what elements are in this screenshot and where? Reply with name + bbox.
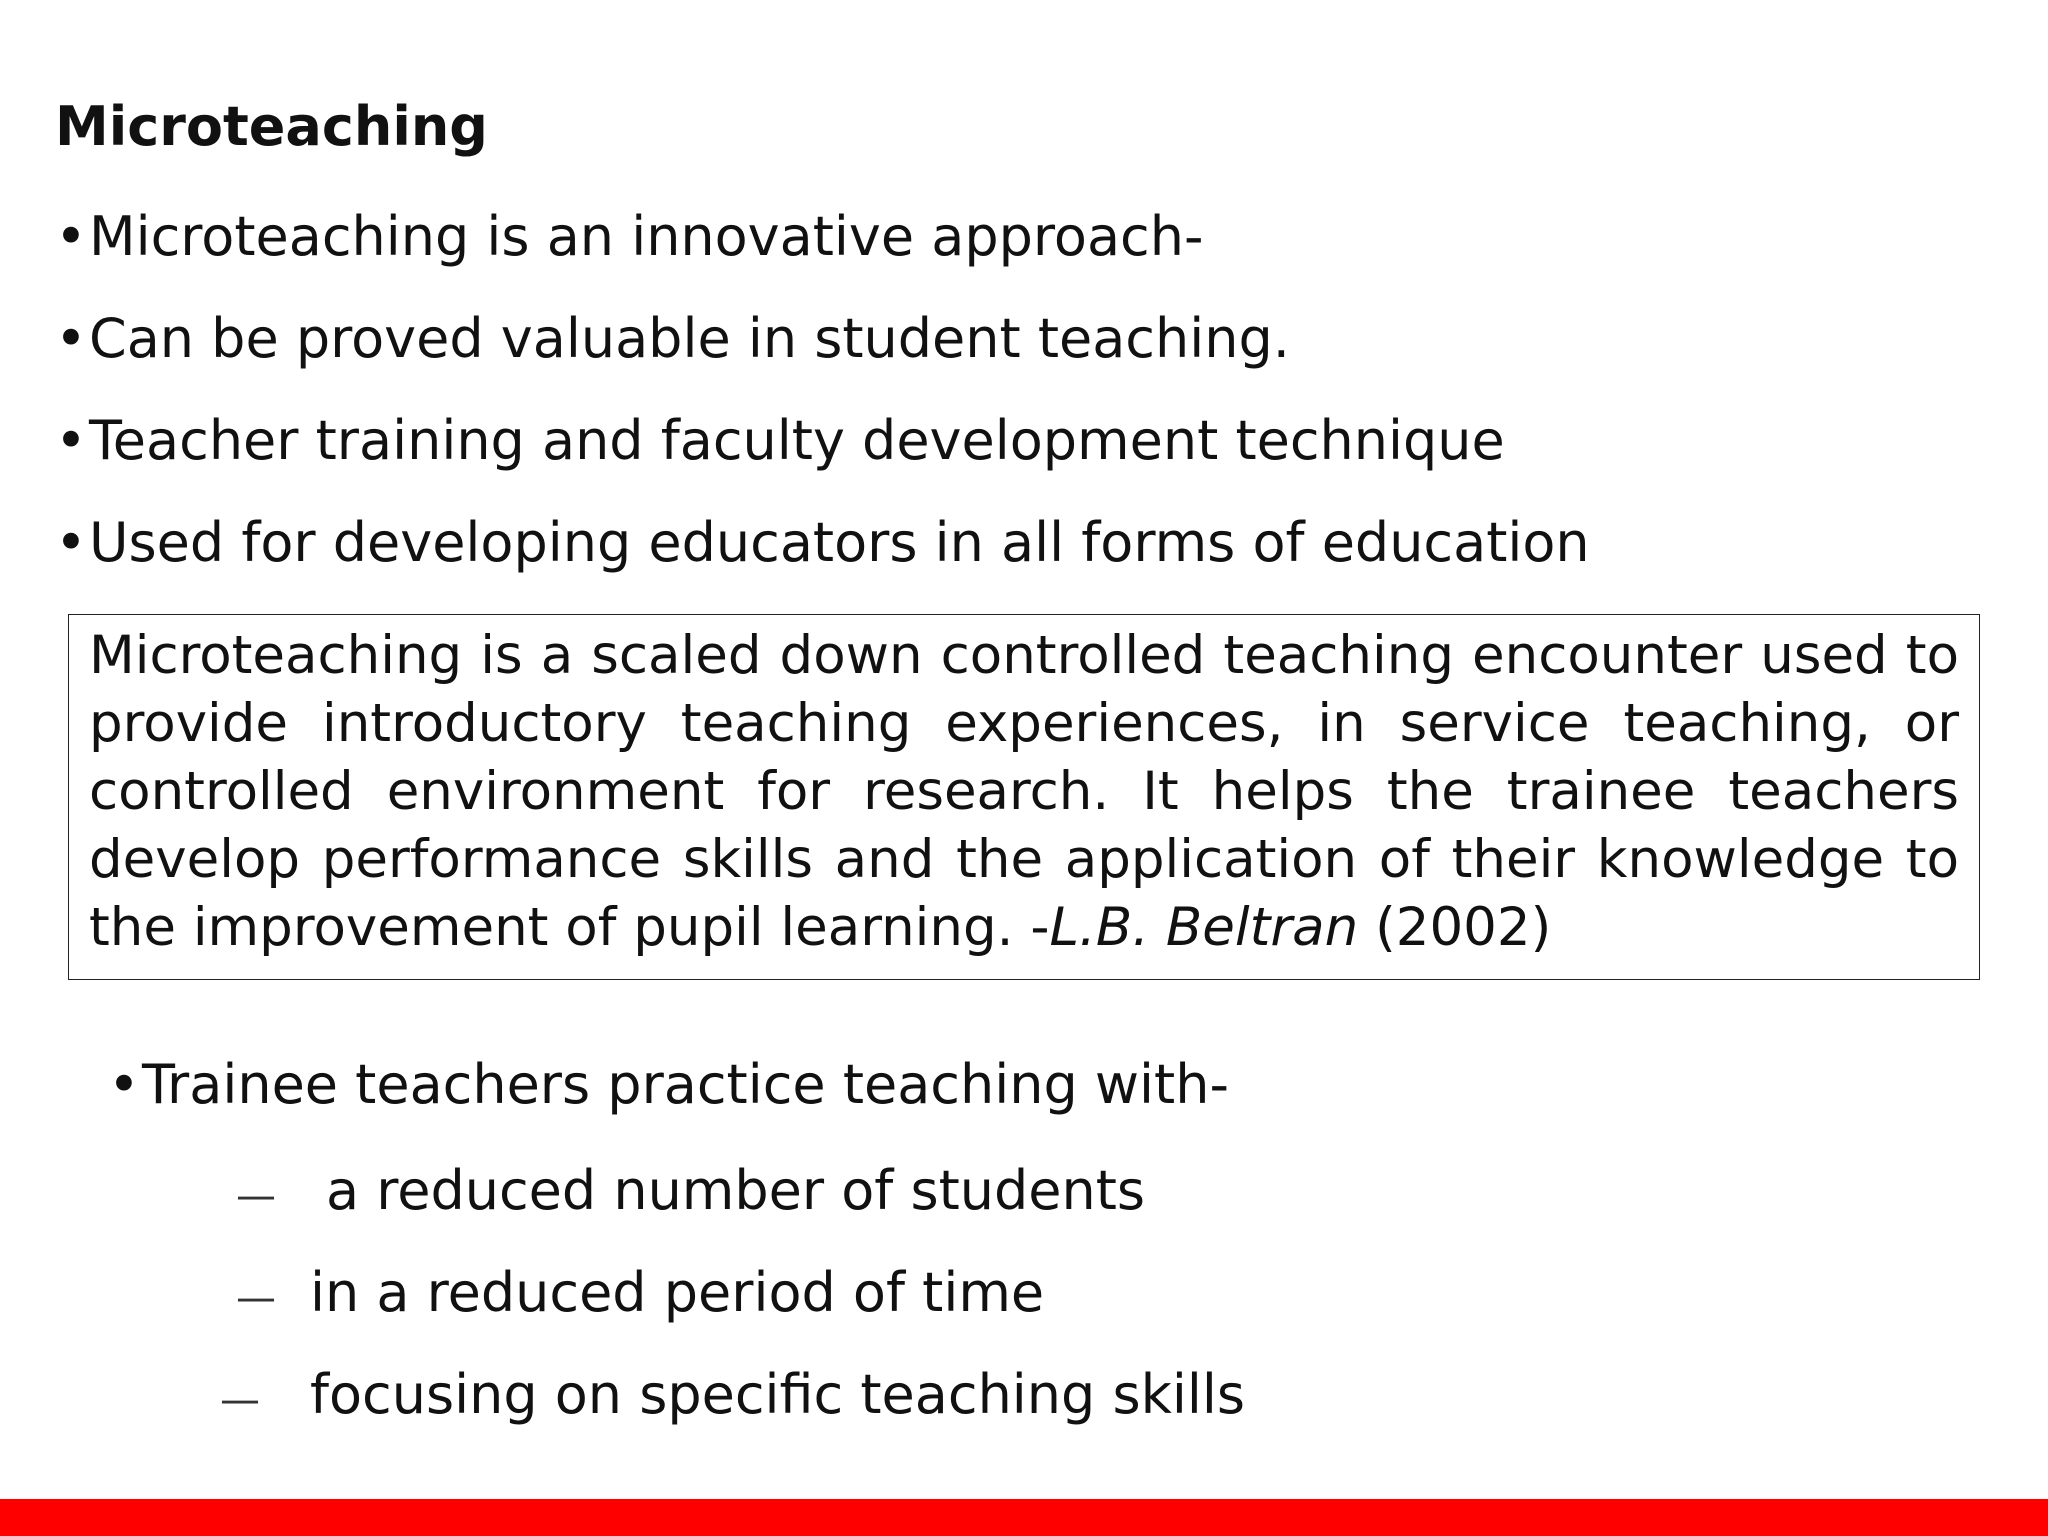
practice-bullet [108,1054,1229,1116]
dash-icon: — [236,1275,276,1321]
practice-sub-item [220,1364,1245,1431]
bullet-icon: • [108,1053,140,1116]
practice-sub-item [236,1262,1044,1329]
dash-icon: — [220,1377,260,1423]
bullet-icon: • [55,307,87,370]
practice-sub-text: in a reduced period of time [310,1261,1045,1324]
practice-sub-text: focusing on specific teaching skills [310,1363,1246,1426]
intro-bullet-list [55,206,1590,614]
practice-sub-item [236,1160,1145,1227]
footer-bar [0,1499,2048,1536]
definition-year: (2002) [1358,897,1552,958]
bullet-item [55,512,1590,614]
bullet-text: Used for developing educators in all forms of education [89,511,1590,574]
bullet-text: Can be proved valuable in student teaching. [89,307,1290,370]
definition-text [89,622,1959,962]
practice-sub-text: a reduced number of students [326,1159,1146,1222]
bullet-icon: • [55,511,87,574]
bullet-text: Microteaching is an innovative approach- [89,205,1204,268]
bullet-text: Teacher training and faculty development technique [89,409,1505,472]
practice-lead-text: Trainee teachers practice teaching with- [142,1053,1229,1116]
bullet-item [55,308,1590,410]
bullet-item [55,410,1590,512]
slide-title: Microteaching [55,95,488,158]
bullet-icon: • [55,205,87,268]
definition-body: Microteaching is a scaled down controlled teaching encounter used to provide introductory teaching experiences, in service teaching, or controlled environment for research. It helps the trainee teachers develop performance skills and the application of their knowledge to the improvement of pupil learning. - [89,625,1959,958]
definition-author: L.B. Beltran [1049,897,1359,958]
dash-icon: — [236,1173,276,1219]
bullet-item [55,206,1590,308]
bullet-icon: • [55,409,87,472]
